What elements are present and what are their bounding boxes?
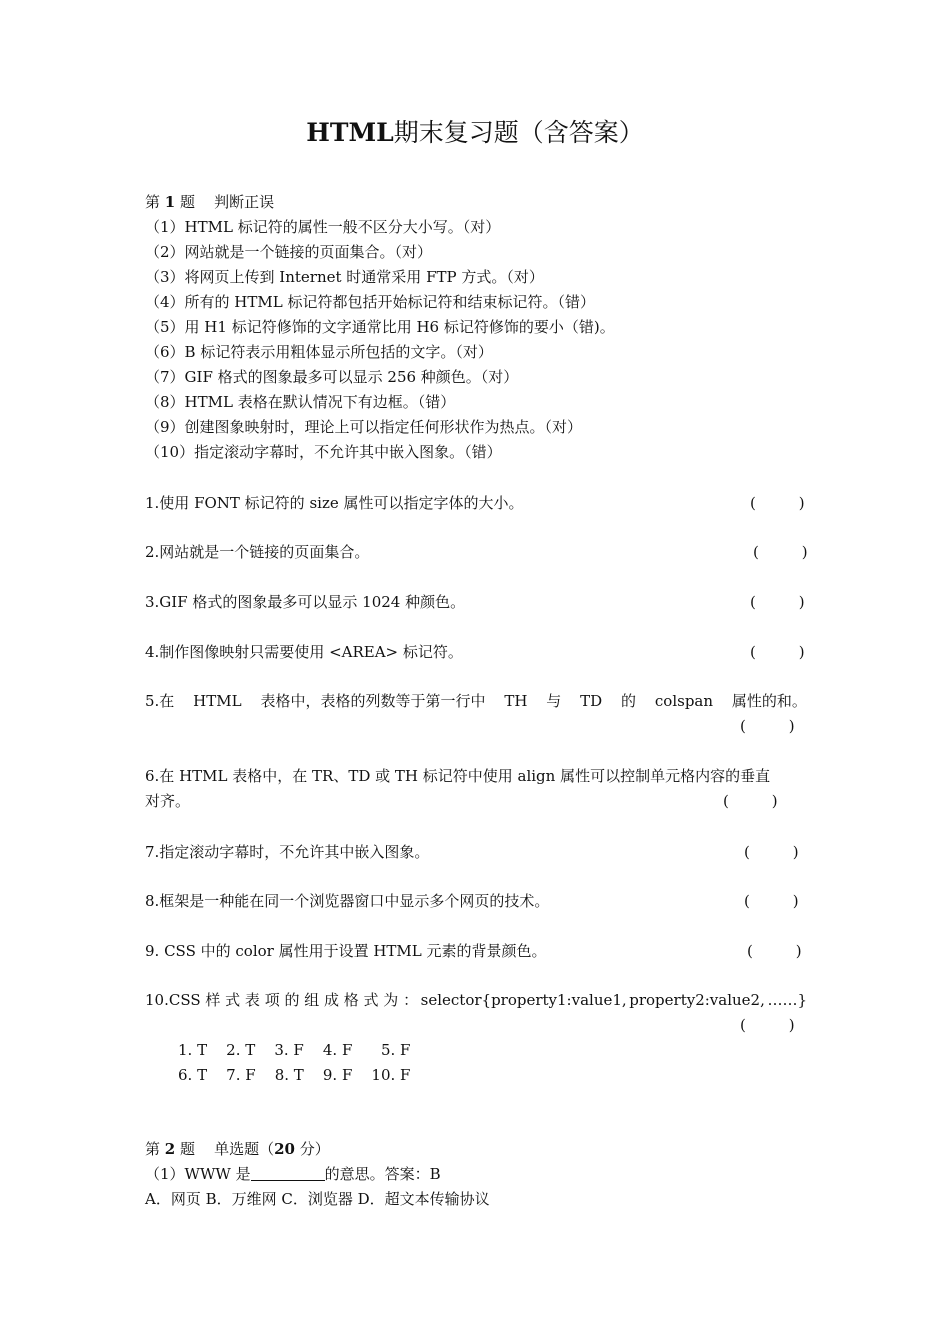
tf-statement: （6）B 标记符表示用粗体显示所包括的文字。（对） xyxy=(145,343,493,361)
fill-in-blank xyxy=(251,1166,325,1181)
tf-statement: （4）所有的 HTML 标记符都包括开始标记符和结束标记符。（错） xyxy=(145,293,595,311)
tf-statement: （3）将网页上传到 Internet 时通常采用 FTP 方式。（对） xyxy=(145,268,544,286)
answer-key-row: 1. T 2. T 3. F 4. F 5. F xyxy=(178,1041,411,1059)
answer-blank: ( ) xyxy=(750,643,805,661)
page-title: HTML期末复习题（含答案） xyxy=(306,118,644,147)
section-1-heading: 第 1 题 判断正误 xyxy=(145,193,275,211)
answer-blank: ( ) xyxy=(750,494,805,512)
question-8: 8.框架是一种能在同一个浏览器窗口中显示多个网页的技术。 xyxy=(145,892,550,910)
answer-key-row: 6. T 7. F 8. T 9. F 10. F xyxy=(178,1066,411,1084)
question-2: 2.网站就是一个链接的页面集合。 xyxy=(145,543,370,561)
answer-blank: ( ) xyxy=(747,942,802,960)
question-1: 1.使用 FONT 标记符的 size 属性可以指定字体的大小。 xyxy=(145,494,524,512)
question-5: 5.在 HTML 表格中，表格的列数等于第一行中 TH 与 TD 的 colspan 属性的和。 xyxy=(145,692,807,710)
question-7: 7.指定滚动字幕时，不允许其中嵌入图象。 xyxy=(145,843,430,861)
tf-statement: （1）HTML 标记符的属性一般不区分大小写。（对） xyxy=(145,218,501,236)
answer-blank: ( ) xyxy=(740,717,795,735)
tf-statement: （5）用 H1 标记符修饰的文字通常比用 H6 标记符修饰的要小（错)。 xyxy=(145,318,615,336)
mc-options: A．网页 B．万维网 C．浏览器 D．超文本传输协议 xyxy=(145,1190,490,1208)
question-6: 6.在 HTML 表格中，在 TR、TD 或 TH 标记符中使用 align 属性可以控制单元格内容的垂直 xyxy=(145,767,771,785)
question-6-continued: 对齐。 xyxy=(145,792,191,810)
question-3: 3.GIF 格式的图象最多可以显示 1024 种颜色。 xyxy=(145,593,466,611)
tf-statement: （9）创建图象映射时，理论上可以指定任何形状作为热点。（对） xyxy=(145,418,583,436)
question-9: 9. CSS 中的 color 属性用于设置 HTML 元素的背景颜色。 xyxy=(145,942,547,960)
answer-blank: ( ) xyxy=(753,543,808,561)
answer-blank: ( ) xyxy=(744,843,799,861)
question-4: 4.制作图像映射只需要使用 <AREA> 标记符。 xyxy=(145,643,463,661)
tf-statement: （8）HTML 表格在默认情况下有边框。（错） xyxy=(145,393,456,411)
answer-blank: ( ) xyxy=(723,792,778,810)
tf-statement: （2）网站就是一个链接的页面集合。（对） xyxy=(145,243,433,261)
tf-statement: （10）指定滚动字幕时，不允许其中嵌入图象。（错） xyxy=(145,443,502,461)
answer-blank: ( ) xyxy=(750,593,805,611)
mc-question-1: （1）WWW 是 的意思。答案：B xyxy=(145,1165,441,1183)
answer-blank: ( ) xyxy=(744,892,799,910)
question-10: 10.CSS 样 式 表 项 的 组 成 格 式 为 ： selector{property1:value1, property2:value2, ……} xyxy=(145,991,807,1009)
answer-blank: ( ) xyxy=(740,1016,795,1034)
tf-statement: （7）GIF 格式的图象最多可以显示 256 种颜色。（对） xyxy=(145,368,519,386)
section-2-heading: 第 2 题 单选题（20 分） xyxy=(145,1140,330,1158)
